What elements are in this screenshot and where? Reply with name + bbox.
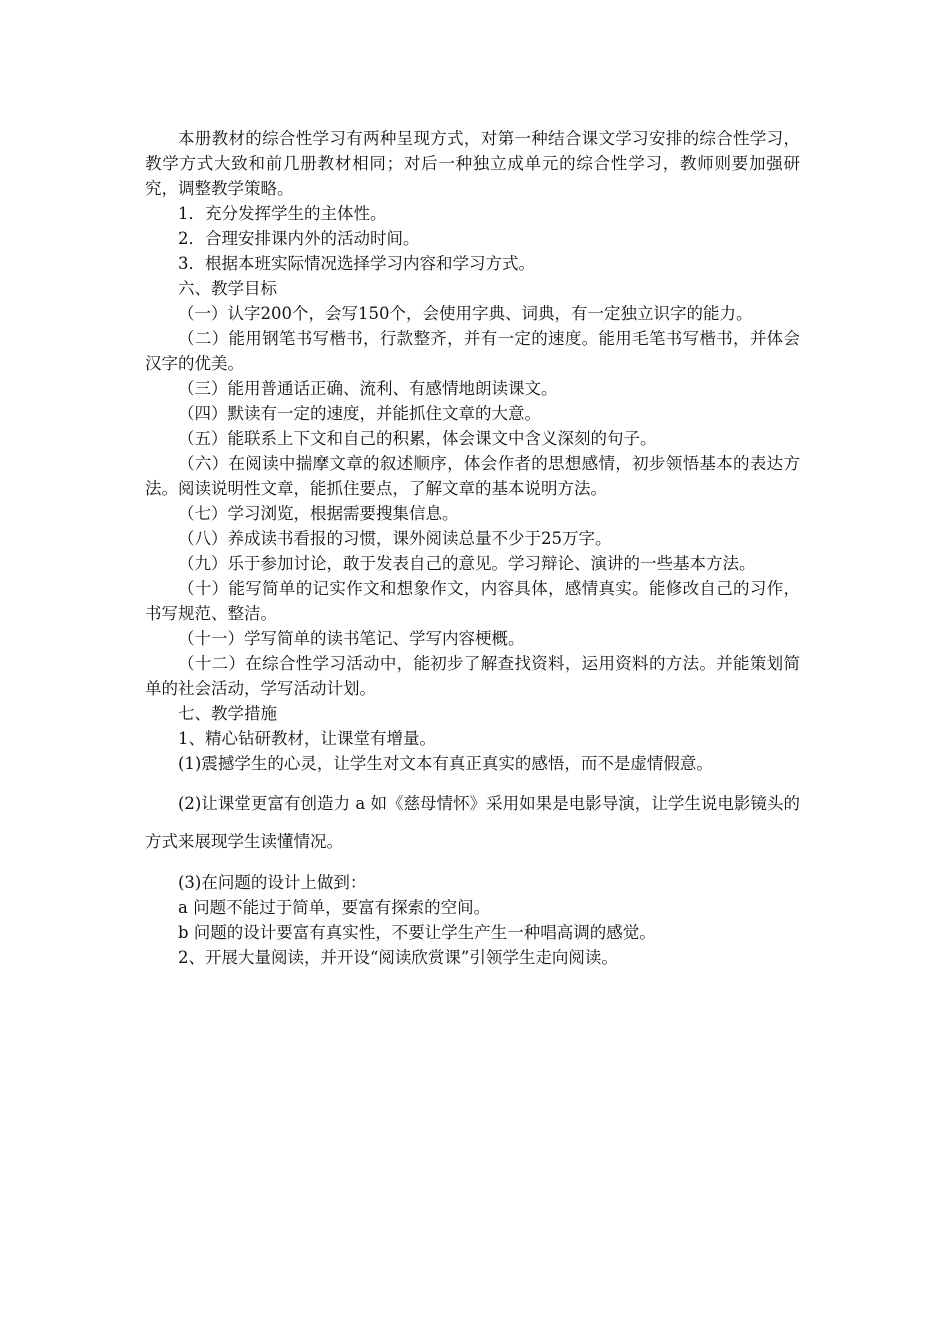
measure-subitem: (1)震撼学生的心灵，让学生对文本有真正真实的感悟，而不是虚情假意。: [178, 754, 713, 773]
measure-point: a 问题不能过于简单，要富有探索的空间。: [178, 898, 491, 917]
goal-item: （八）养成读书看报的习惯，课外阅读总量不少于25万字。: [178, 529, 612, 548]
goal-item: （二）能用钢笔书写楷书，行款整齐，并有一定的速度。能用毛笔书写楷书，并体会汉字的优美。: [145, 329, 800, 373]
goal-item: （十一）学写简单的读书笔记、学写内容梗概。: [178, 629, 525, 648]
measure-item: 2、开展大量阅读，并开设“阅读欣赏课”引领学生走向阅读。: [178, 948, 618, 967]
goal-item: （十）能写简单的记实作文和想象作文，内容具体，感情真实。能修改自己的习作，书写规范、整洁。: [145, 579, 800, 623]
measure-subitem: (2)让课堂更富有创造力 a 如《慈母情怀》采用如果是电影导演，让学生说电影镜头的方式来展现学生读懂情况。: [145, 794, 800, 851]
goal-item: （九）乐于参加讨论，敢于发表自己的意见。学习辩论、演讲的一些基本方法。: [178, 554, 756, 573]
goal-item: （三）能用普通话正确、流利、有感情地朗读课文。: [178, 379, 558, 398]
measure-point: b 问题的设计要富有真实性，不要让学生产生一种唱高调的感觉。: [178, 923, 656, 942]
measure-item: 1、精心钻研教材，让课堂有增量。: [178, 729, 436, 748]
list-item: 2．合理安排课内外的活动时间。: [178, 229, 420, 248]
list-item: 3．根据本班实际情况选择学习内容和学习方式。: [178, 254, 535, 273]
list-item: 1．充分发挥学生的主体性。: [178, 204, 387, 223]
goal-item: （四）默读有一定的速度，并能抓住文章的大意。: [178, 404, 541, 423]
document-body: [145, 126, 800, 970]
goal-item: （十二）在综合性学习活动中，能初步了解查找资料，运用资料的方法。并能策划简单的社会活动，学写活动计划。: [145, 654, 800, 698]
goal-item: （五）能联系上下文和自己的积累，体会课文中含义深刻的句子。: [178, 429, 657, 448]
goal-item: （七）学习浏览，根据需要搜集信息。: [178, 504, 459, 523]
section-heading-teaching-measures: 七、教学措施: [178, 704, 277, 723]
measure-subitem: (3)在问题的设计上做到：: [178, 873, 367, 892]
goal-item: （六）在阅读中揣摩文章的叙述顺序，体会作者的思想感情，初步领悟基本的表达方法。阅读说明性文章，能抓住要点，了解文章的基本说明方法。: [145, 454, 800, 498]
paragraph-intro: 本册教材的综合性学习有两种呈现方式，对第一种结合课文学习安排的综合性学习，教学方式大致和前几册教材相同；对后一种独立成单元的综合性学习，教师则要加强研究，调整教学策略。: [145, 129, 800, 198]
goal-item: （一）认字200个，会写150个，会使用字典、词典，有一定独立识字的能力。: [178, 304, 753, 323]
section-heading-teaching-goals: 六、教学目标: [178, 279, 277, 298]
